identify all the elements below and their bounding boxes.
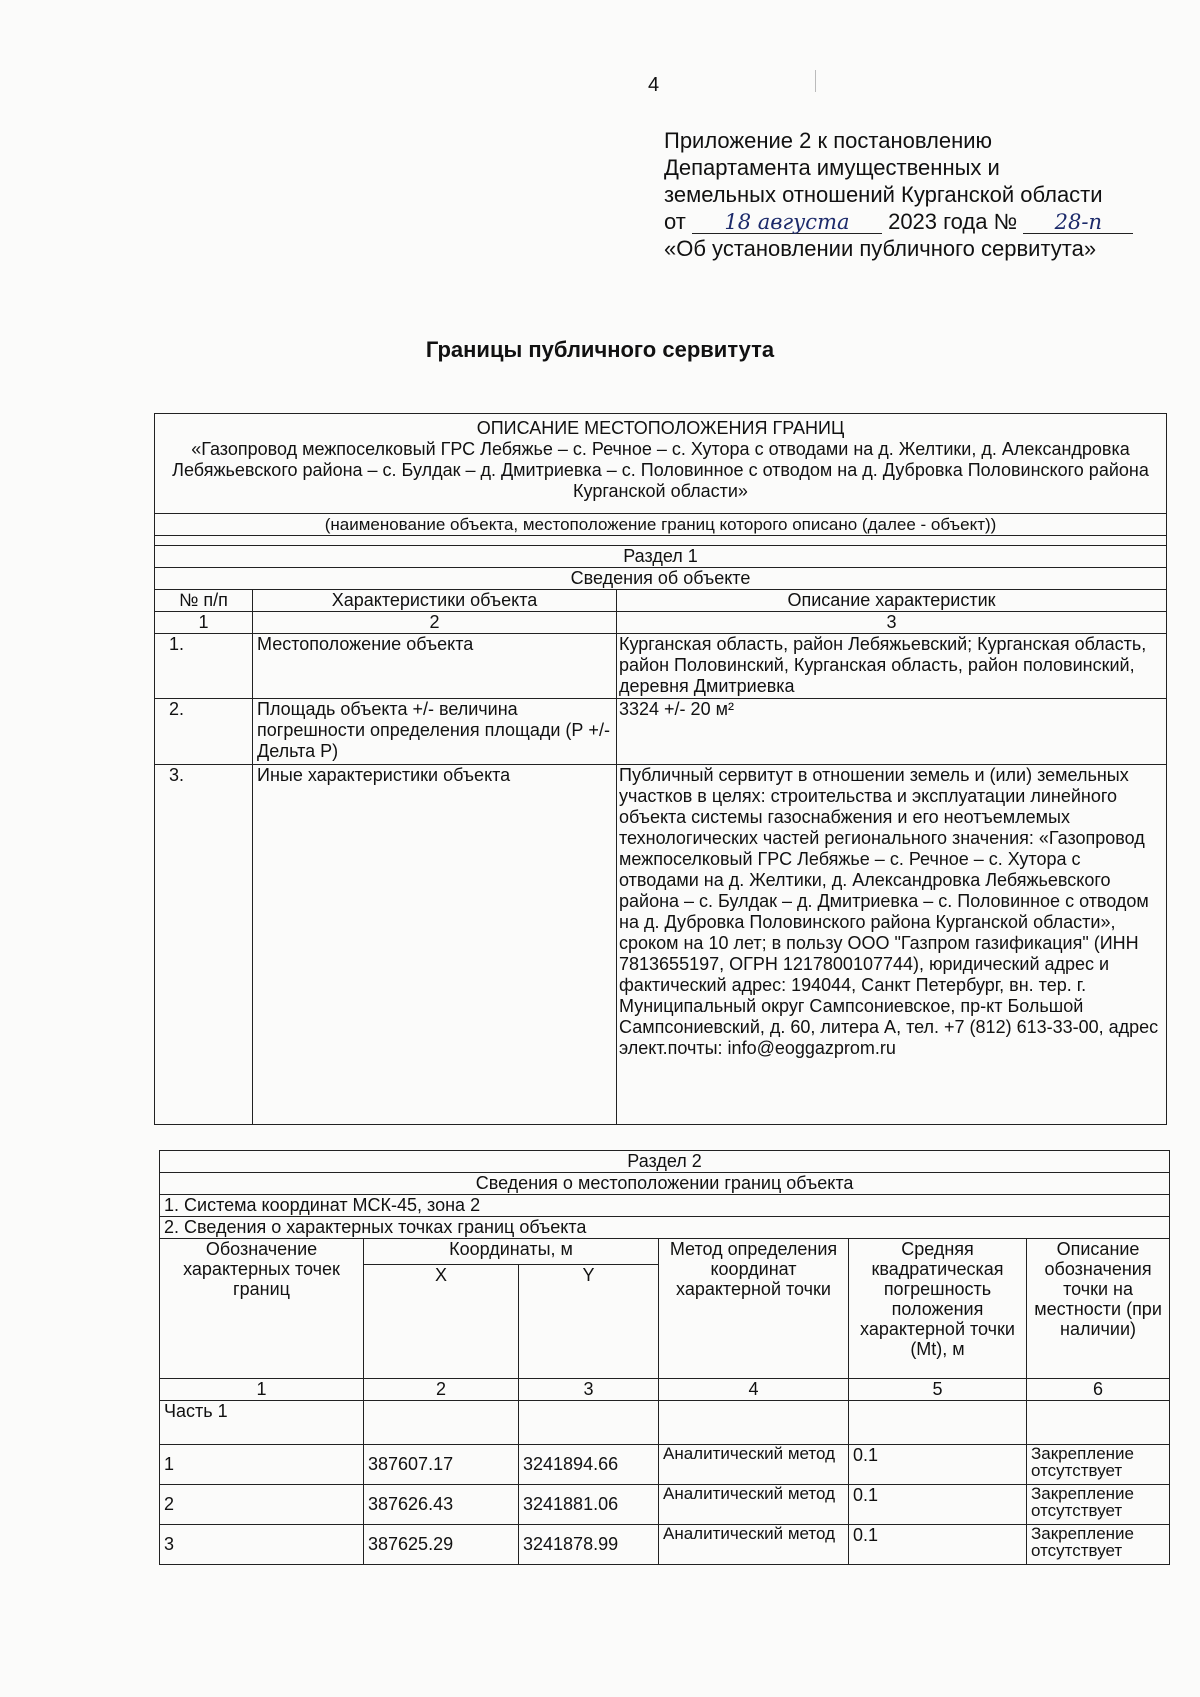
table-heading: ОПИСАНИЕ МЕСТОПОЛОЖЕНИЯ ГРАНИЦ xyxy=(476,418,845,438)
year-text: 2023 года № xyxy=(888,209,1018,234)
object-name: «Газопровод межпоселковый ГРС Лебяжье – с. Речное – с. Хутора с отводами на д. Желтики, д. Александровка Лебяжьевского района – с. Булдак – д. Дмитриевка – с. Половинное с отводом на д. Дубровка Половинского района Курганской области» xyxy=(172,439,1149,501)
col-number-6: 6 xyxy=(1027,1379,1170,1401)
col-number-2: 2 xyxy=(253,612,617,634)
col-header-marking: Описание обозначения точки на местности (при наличии) xyxy=(1027,1239,1170,1379)
col-header-designation: Обозначение характерных точек границ xyxy=(160,1239,364,1379)
empty-cell xyxy=(849,1401,1027,1445)
col-number-1: 1 xyxy=(155,612,253,634)
col-number-4: 4 xyxy=(659,1379,849,1401)
coord-system: 1. Система координат МСК-45, зона 2 xyxy=(160,1195,1170,1217)
point-x: 387626.43 xyxy=(364,1485,519,1525)
row-description: 3324 +/- 20 м² xyxy=(617,699,1167,765)
row-num: 3. xyxy=(155,765,253,1125)
col-number-2: 2 xyxy=(364,1379,519,1401)
date-prefix: от xyxy=(664,209,686,234)
point-error: 0.1 xyxy=(849,1525,1027,1565)
col-header-method: Метод определения координат характерной точки xyxy=(659,1239,849,1379)
document-title: Границы публичного сервитута xyxy=(425,337,775,362)
empty-cell xyxy=(659,1401,849,1445)
col-header-x: X xyxy=(364,1265,519,1379)
point-marking: Закрепление отсутствует xyxy=(1027,1445,1170,1485)
appendix-header xyxy=(664,127,1133,262)
empty-cell xyxy=(1027,1401,1170,1445)
table-row xyxy=(155,699,1167,765)
point-method: Аналитический метод xyxy=(659,1445,849,1485)
appendix-line-2: Департамента имущественных и xyxy=(664,155,1000,180)
appendix-date-line xyxy=(664,208,1133,235)
col-number-1: 1 xyxy=(160,1379,364,1401)
row-characteristic: Местоположение объекта xyxy=(253,634,617,699)
col-header-error: Средняя квадратическая погрешность положения характерной точки (Mt), м xyxy=(849,1239,1027,1379)
point-error: 0.1 xyxy=(849,1445,1027,1485)
point-method: Аналитический метод xyxy=(659,1525,849,1565)
col-header-description: Описание характеристик xyxy=(617,590,1167,612)
col-header-y: Y xyxy=(519,1265,659,1379)
table-row xyxy=(155,765,1167,1125)
col-header-characteristic: Характеристики объекта xyxy=(253,590,617,612)
scan-artifact-mark xyxy=(815,70,816,92)
spacer-row xyxy=(155,536,1167,546)
handwritten-date: 18 августа xyxy=(692,211,882,234)
object-info-table xyxy=(154,413,1167,1125)
row-num: 2. xyxy=(155,699,253,765)
table-row xyxy=(155,634,1167,699)
point-y: 3241881.06 xyxy=(519,1485,659,1525)
col-header-num: № п/п xyxy=(155,590,253,612)
row-description: Публичный сервитут в отношении земель и (или) земельных участков в целях: строительства и эксплуатации линейного объекта системы газоснабжения и его неотъемлемых технологических частей регионального значения: «Газопровод межпоселковый ГРС Лебяжье – с. Речное – с. Хутора с отводами на д. Желтики, д. Александровка Лебяжьевского района – с. Булдак – д. Дмитриевка – с. Половинное с отводом на д. Дубровка Половинского района Курганской области», сроком на 10 лет; в пользу ООО "Газпром газификация" (ИНН 7813655197, ОГРН 1217800107744), юридический адрес и фактический адрес: 194044, Санкт Петербург, вн. тер. г. Муниципальный округ Сампсониевское, пр-кт Большой Сампсониевский, д. 60, литера А, тел. +7 (812) 613-33-00, адрес элект.почты: info@eoggazprom.ru xyxy=(617,765,1167,1125)
appendix-line-3: земельных отношений Курганской области xyxy=(664,182,1103,207)
appendix-line-1: Приложение 2 к постановлению xyxy=(664,128,993,153)
part-label: Часть 1 xyxy=(160,1401,364,1445)
point-x: 387625.29 xyxy=(364,1525,519,1565)
col-number-3: 3 xyxy=(519,1379,659,1401)
point-marking: Закрепление отсутствует xyxy=(1027,1525,1170,1565)
boundary-points-table xyxy=(159,1150,1170,1565)
col-number-3: 3 xyxy=(617,612,1167,634)
table-row xyxy=(160,1485,1170,1525)
point-y: 3241894.66 xyxy=(519,1445,659,1485)
table-row xyxy=(160,1445,1170,1485)
handwritten-number: 28-п xyxy=(1023,211,1133,234)
appendix-subject: «Об установлении публичного сервитута» xyxy=(664,236,1097,261)
col-number-5: 5 xyxy=(849,1379,1027,1401)
row-characteristic: Площадь объекта +/- величина погрешности определения площади (Р +/- Дельта Р) xyxy=(253,699,617,765)
object-caption: (наименование объекта, местоположение границ которого описано (далее - объект)) xyxy=(155,514,1167,536)
point-y: 3241878.99 xyxy=(519,1525,659,1565)
row-description: Курганская область, район Лебяжьевский; Курганская область, район Половинский, Курганская область, район половинский, деревня Дмитриевка xyxy=(617,634,1167,699)
point-method: Аналитический метод xyxy=(659,1485,849,1525)
row-num: 1. xyxy=(155,634,253,699)
point-error: 0.1 xyxy=(849,1485,1027,1525)
page-number: 4 xyxy=(648,74,660,96)
point-id: 2 xyxy=(160,1485,364,1525)
empty-cell xyxy=(364,1401,519,1445)
empty-cell xyxy=(519,1401,659,1445)
point-x: 387607.17 xyxy=(364,1445,519,1485)
point-marking: Закрепление отсутствует xyxy=(1027,1485,1170,1525)
table-row xyxy=(160,1525,1170,1565)
point-id: 1 xyxy=(160,1445,364,1485)
section-2-title: Сведения о местоположении границ объекта xyxy=(160,1173,1170,1195)
col-header-coordinates: Координаты, м xyxy=(364,1239,659,1265)
points-heading: 2. Сведения о характерных точках границ объекта xyxy=(160,1217,1170,1239)
row-characteristic: Иные характеристики объекта xyxy=(253,765,617,1125)
section-1-title: Сведения об объекте xyxy=(155,568,1167,590)
section-2-label: Раздел 2 xyxy=(160,1151,1170,1173)
point-id: 3 xyxy=(160,1525,364,1565)
table-heading-block xyxy=(155,414,1167,514)
section-1-label: Раздел 1 xyxy=(155,546,1167,568)
